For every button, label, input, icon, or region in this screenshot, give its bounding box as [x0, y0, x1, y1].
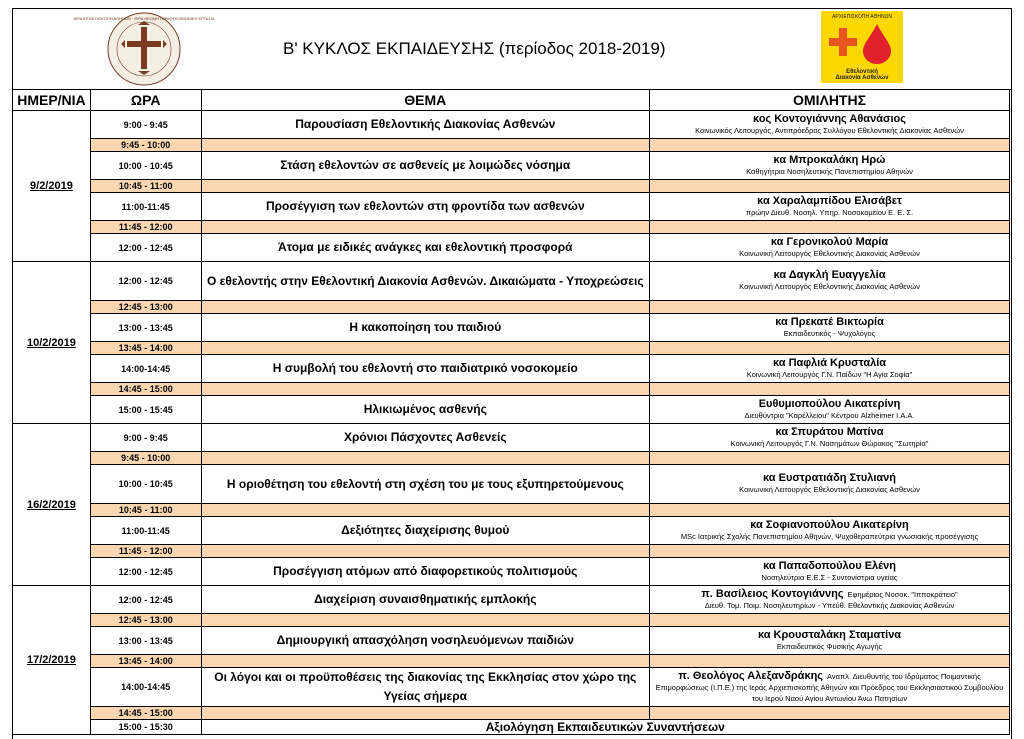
row-time: 10:45 - 11:00	[90, 180, 201, 193]
row-time: 10:45 - 11:00	[90, 504, 201, 517]
day-date: 17/2/2019	[13, 586, 91, 735]
speaker-name-text: κα Γερονικολού Μαρία	[770, 235, 889, 248]
session-row	[13, 355, 1010, 383]
session-topic: Χρόνιοι Πάσχοντες Ασθενείς	[201, 424, 650, 452]
speaker-name-text: κα Κρουσταλάκη Σταματίνα	[757, 628, 902, 641]
break-row	[13, 452, 1010, 465]
break-row	[13, 342, 1010, 355]
break-cell	[650, 383, 1010, 396]
break-cell	[650, 301, 1010, 314]
row-time: 10:00 - 10:45	[90, 152, 201, 180]
page-title: Β' ΚΥΚΛΟΣ ΕΚΠΑΙΔΕΥΣΗΣ (περίοδος 2018-2019)	[283, 39, 666, 58]
speaker-cell	[650, 262, 1010, 301]
speaker-role: Κοινωνική Λειτουργός Εθελοντικής Διακονίας Ασθενών	[739, 485, 920, 494]
row-time: 12:45 - 13:00	[90, 614, 201, 627]
break-row	[13, 655, 1010, 668]
break-cell	[650, 221, 1010, 234]
speaker-name-text: κα Χαραλαμπίδου Ελισάβετ	[757, 194, 902, 207]
speaker-role: Διευθ. Τομ. Ποιμ. Νοσηλευτηρίων - Υπεύθ. Εθελοντικής Διακονίας Ασθενών	[704, 600, 955, 610]
session-row	[13, 314, 1010, 342]
day-date: 9/2/2019	[13, 111, 91, 262]
speaker-name	[650, 520, 1009, 531]
table-header-row	[13, 90, 1010, 111]
speaker-role: Νοσηλεύτρια Ε.Ε.Σ - Συντονίστρια υγείας	[761, 572, 898, 582]
speaker-cell	[650, 314, 1010, 342]
session-row	[13, 465, 1010, 504]
session-row	[13, 517, 1010, 545]
session-topic: Οι λόγοι και οι προϋποθέσεις της διακονίας της Εκκλησίας στον χώρο της Υγείας σήμερα	[201, 668, 650, 707]
speaker-role: Κοινωνική Λειτουργός Γ.Ν. Νοσημάτων Θώρακος "Σωτηρία"	[730, 438, 929, 448]
cross-emblem-icon	[73, 11, 215, 87]
speaker-cell	[650, 396, 1010, 424]
speaker-cell	[650, 517, 1010, 545]
speaker-role: Καθηγήτρια Νοσηλευτικής Πανεπιστημίου Αθηνών	[746, 166, 913, 176]
speaker-name	[650, 473, 1009, 484]
speaker-name	[650, 358, 1009, 369]
session-row	[13, 193, 1010, 221]
row-time: 11:00-11:45	[90, 517, 201, 545]
row-time: 15:00 - 15:30	[90, 720, 201, 735]
speaker-name-text: π. Βασίλειος Κοντογιάννης	[701, 587, 844, 600]
row-time: 14:00-14:45	[90, 355, 201, 383]
speaker-cell	[650, 465, 1010, 504]
schedule-table	[12, 89, 1010, 735]
speaker-role: MSc Ιατρικής Σχολής Πανεπιστημίου Αθηνών, Ψυχοθεραπεύτρια γνωσιακής προσέγγισης	[680, 531, 979, 541]
speaker-name	[650, 237, 1009, 248]
speaker-name	[650, 196, 1009, 207]
speaker-cell	[650, 355, 1010, 383]
final-row	[13, 720, 1010, 735]
speaker-role: Εκπαιδευτικός - Ψυχολόγος	[783, 328, 876, 338]
row-time: 12:00 - 12:45	[90, 558, 201, 586]
row-time: 14:00-14:45	[90, 668, 201, 707]
speaker-name-text: κα Σοφιανοπούλου Αικατερίνη	[750, 518, 909, 531]
session-row	[13, 234, 1010, 262]
day-date: 16/2/2019	[13, 424, 91, 586]
column-header-date: ΗΜΕΡ/ΝΙΑ	[13, 90, 91, 111]
break-cell	[201, 301, 650, 314]
speaker-role: πρώην Διευθ. Νοσηλ. Υπηρ. Νοσοκομείου Ε. Ε. Σ.	[745, 207, 914, 217]
speaker-cell	[650, 152, 1010, 180]
speaker-role: Κοινωνικός Λειτουργός, Αντιπρόεδρος Συλλόγου Εθελοντικής Διακονίας Ασθενών	[695, 125, 964, 135]
logo-top-text: ΑΡΧΙΕΠΙΣΚΟΠΗ ΑΘΗΝΩΝ	[832, 14, 892, 20]
break-row	[13, 180, 1010, 193]
volunteer-logo	[821, 11, 903, 83]
speaker-name	[650, 399, 1009, 410]
speaker-cell	[650, 668, 1010, 707]
session-row	[13, 152, 1010, 180]
speaker-role: Εκπαιδευτικός Φυσικής Αγωγής	[776, 641, 883, 651]
break-row	[13, 504, 1010, 517]
speaker-cell	[650, 111, 1010, 139]
logo-ring-text: ΙΕΡΑ ΑΡΧΙΕΠΙΣΚΟΠΗ ΑΘΗΝΩΝ · ΙΕΡΑ ΘΕΟΜΗΤΟΡΙΚΗ ΚΟΙΝΩΝΙΚΗ ΕΡΓΑΣΙΑ	[73, 16, 215, 21]
speaker-name-text: κος Κοντογιάννης Αθανάσιος	[753, 112, 906, 125]
break-cell	[201, 180, 650, 193]
session-row	[13, 262, 1010, 301]
speaker-name	[650, 114, 1009, 125]
session-row	[13, 627, 1010, 655]
session-topic: Η οριοθέτηση του εθελοντή στη σχέση του με τους εξυπηρετούμενους	[201, 465, 650, 504]
break-row	[13, 614, 1010, 627]
speaker-cell	[650, 586, 1010, 614]
cross-drop-icon	[821, 20, 903, 64]
break-cell	[201, 707, 650, 720]
schedule-page	[12, 8, 1012, 739]
row-time: 13:45 - 14:00	[90, 655, 201, 668]
break-cell	[650, 707, 1010, 720]
session-topic: Η κακοποίηση του παιδιού	[201, 314, 650, 342]
final-topic: Αξιολόγηση Εκπαιδευτικών Συναντήσεων	[201, 720, 1009, 735]
speaker-cell	[650, 193, 1010, 221]
break-row	[13, 545, 1010, 558]
session-topic: Ηλικιωμένος ασθενής	[201, 396, 650, 424]
session-row	[13, 586, 1010, 614]
break-cell	[201, 504, 650, 517]
row-time: 11:00-11:45	[90, 193, 201, 221]
logo-bottom-text-1: Εθελοντική	[846, 69, 878, 75]
speaker-name	[650, 589, 1009, 600]
break-cell	[650, 139, 1010, 152]
session-topic: Στάση εθελοντών σε ασθενείς με λοιμώδες νόσημα	[201, 152, 650, 180]
speaker-name	[650, 155, 1009, 166]
break-cell	[201, 655, 650, 668]
break-cell	[201, 614, 650, 627]
row-time: 12:45 - 13:00	[90, 301, 201, 314]
speaker-name-text: κα Πρεκατέ Βικτωρία	[775, 315, 884, 328]
break-cell	[201, 221, 650, 234]
break-cell	[201, 383, 650, 396]
speaker-name-text: κα Μπροκαλάκη Ηρώ	[773, 153, 886, 166]
row-time: 14:45 - 15:00	[90, 707, 201, 720]
break-cell	[201, 545, 650, 558]
session-topic: Δημιουργική απασχόληση νοσηλευόμενων παιδιών	[201, 627, 650, 655]
speaker-name-text: κα Δαγκλή Ευαγγελία	[773, 269, 886, 281]
row-time: 13:45 - 14:00	[90, 342, 201, 355]
break-row	[13, 707, 1010, 720]
session-topic: Διαχείριση συναισθηματικής εμπλοκής	[201, 586, 650, 614]
speaker-extra: Εφημέριος Νοσοκ. "Ιπποκράτειο"	[847, 589, 958, 599]
row-time: 15:00 - 15:45	[90, 396, 201, 424]
row-time: 12:00 - 12:45	[90, 262, 201, 301]
speaker-cell	[650, 234, 1010, 262]
break-cell	[650, 342, 1010, 355]
row-time: 13:00 - 13:45	[90, 627, 201, 655]
speaker-name	[650, 270, 1009, 281]
speaker-cell	[650, 558, 1010, 586]
break-cell	[650, 545, 1010, 558]
session-topic: Προσέγγιση των εθελοντών στη φροντίδα των ασθενών	[201, 193, 650, 221]
speaker-name-text: π. Θεολόγος Αλεξανδράκης	[678, 669, 824, 682]
day-date: 10/2/2019	[13, 262, 91, 424]
session-row	[13, 424, 1010, 452]
speaker-role: Διευθύντρια "Καρέλλειου" Κέντρου Alzheimer Ι.Α.Α.	[744, 410, 915, 420]
speaker-role: Κοινωνική Λειτουργός Εθελοντικής Διακονίας Ασθενών	[739, 248, 920, 258]
speaker-name	[650, 317, 1009, 328]
session-topic: Παρουσίαση Εθελοντικής Διακονίας Ασθενών	[201, 111, 650, 139]
break-row	[13, 301, 1010, 314]
break-cell	[650, 180, 1010, 193]
speaker-extra: Αναπλ. Διευθυντής του Ιδρύματος Ποιμαντικής	[827, 671, 981, 681]
row-time: 9:00 - 9:45	[90, 111, 201, 139]
speaker-cell	[650, 424, 1010, 452]
session-row	[13, 668, 1010, 707]
column-header-topic: ΘΕΜΑ	[201, 90, 650, 111]
speaker-name	[650, 427, 1009, 438]
speaker-role: Κοινωνική Λειτουργός Γ.Ν. Παίδων "Η Αγία Σοφία"	[746, 369, 913, 379]
break-row	[13, 383, 1010, 396]
speaker-name	[650, 561, 1009, 572]
row-time: 11:45 - 12:00	[90, 221, 201, 234]
row-time: 11:45 - 12:00	[90, 545, 201, 558]
speaker-name-text: κα Παπαδοπούλου Ελένη	[763, 559, 896, 572]
break-cell	[201, 452, 650, 465]
session-topic: Προσέγγιση ατόμων από διαφορετικούς πολιτισμούς	[201, 558, 650, 586]
break-cell	[650, 614, 1010, 627]
row-time: 13:00 - 13:45	[90, 314, 201, 342]
session-topic: Δεξιότητες διαχείρισης θυμού	[201, 517, 650, 545]
session-topic: Η συμβολή του εθελοντή στο παιδιατρικό νοσοκομείο	[201, 355, 650, 383]
speaker-name-text: Ευθυμιοπούλου Αικατερίνη	[758, 397, 901, 410]
break-row	[13, 221, 1010, 234]
column-header-speaker: ΟΜΙΛΗΤΗΣ	[650, 90, 1010, 111]
row-time: 10:00 - 10:45	[90, 465, 201, 504]
row-time: 14:45 - 15:00	[90, 383, 201, 396]
session-row	[13, 396, 1010, 424]
speaker-name-text: κα Ευστρατιάδη Στυλιανή	[763, 472, 897, 484]
header	[13, 9, 1011, 90]
break-row	[13, 139, 1010, 152]
speaker-name	[650, 630, 1009, 641]
session-topic: Άτομα με ειδικές ανάγκες και εθελοντική προσφορά	[201, 234, 650, 262]
column-header-time: ΩΡΑ	[90, 90, 201, 111]
row-time: 12:00 - 12:45	[90, 234, 201, 262]
speaker-name	[650, 671, 1009, 682]
break-cell	[650, 655, 1010, 668]
speaker-name-text: κα Σπυράτου Ματίνα	[775, 425, 884, 438]
speaker-name-text: κα Παφλιά Κρυσταλία	[773, 356, 887, 369]
break-cell	[201, 342, 650, 355]
row-time: 12:00 - 12:45	[90, 586, 201, 614]
row-time: 9:45 - 10:00	[90, 139, 201, 152]
session-topic: Ο εθελοντής στην Εθελοντική Διακονία Ασθενών. Δικαιώματα - Υποχρεώσεις	[201, 262, 650, 301]
speaker-role: Επιμορφώσεως (Ι.Π.Ε.) της Ιεράς Αρχιεπισκοπής Αθηνών και Πρόεδρος του Εκκλησιαστικού Συμβουλίου του Ιερού Ναού Αγίου Αντωνίου Άνω Πατησίων	[655, 682, 1004, 703]
session-row	[13, 111, 1010, 139]
speaker-cell	[650, 627, 1010, 655]
session-row	[13, 558, 1010, 586]
break-cell	[650, 504, 1010, 517]
logo-bottom-text-2: Διακονία Ασθενών	[835, 75, 889, 81]
break-cell	[201, 139, 650, 152]
speaker-role: Κοινωνική Λειτουργός Εθελοντικής Διακονίας Ασθενών	[739, 282, 920, 291]
row-time: 9:45 - 10:00	[90, 452, 201, 465]
break-cell	[650, 452, 1010, 465]
row-time: 9:00 - 9:45	[90, 424, 201, 452]
